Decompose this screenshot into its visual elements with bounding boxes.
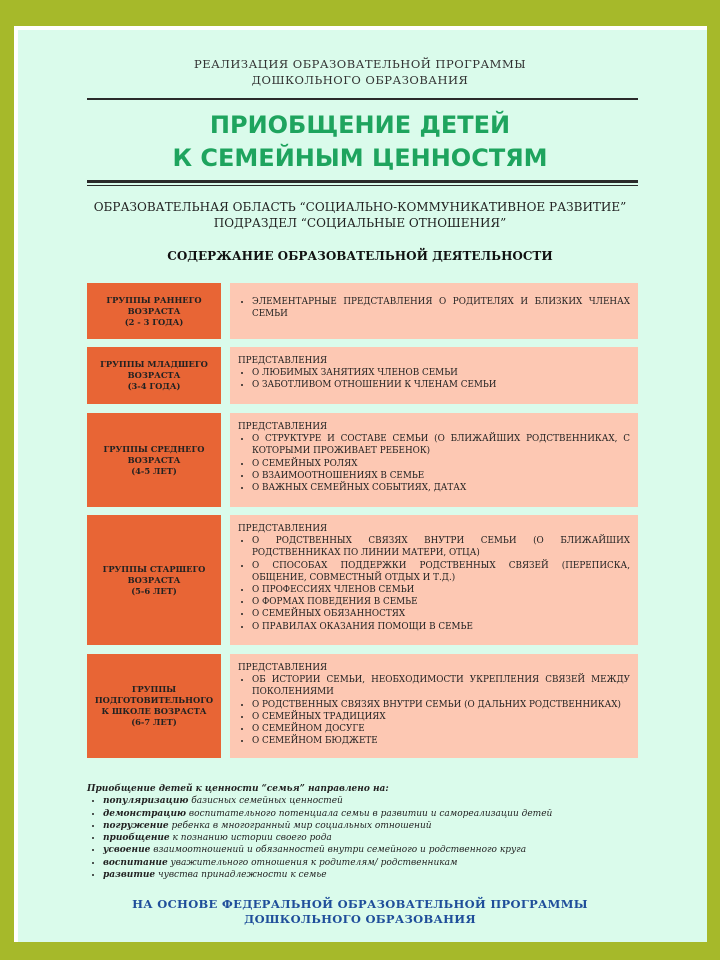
summary-term: усвоение: [103, 845, 151, 856]
summary-text: ребенка в многогранный мир социальных отношений: [171, 820, 432, 831]
age-group-content: [230, 654, 638, 758]
content-intro: ПРЕДСТАВЛЕНИЯ: [238, 356, 328, 366]
list-item: • О ЗАБОТЛИВОМ ОТНОШЕНИИ К ЧЛЕНАМ СЕМЬИ: [252, 379, 630, 391]
content-intro: ПРЕДСТАВЛЕНИЯ: [238, 524, 328, 534]
age-group-label: [87, 654, 221, 758]
content-list: [238, 296, 630, 320]
list-item: • ОБ ИСТОРИИ СЕМЬИ, НЕОБХОДИМОСТИ УКРЕПЛЕНИЯ СВЯЗЕЙ МЕЖДУ ПОКОЛЕНИЯМИ: [252, 674, 630, 698]
content-list: [238, 674, 630, 747]
summary-term: погружение: [103, 820, 169, 831]
list-item: • О СТРУКТУРЕ И СОСТАВЕ СЕМЬИ (О БЛИЖАЙШИХ РОДСТВЕННИКАХ, С КОТОРЫМИ ПРОЖИВАЕТ РЕБЕНОК): [252, 433, 630, 457]
age-group-label: [87, 283, 221, 339]
list-item: • О СПОСОБАХ ПОДДЕРЖКИ РОДСТВЕННЫХ СВЯЗЕЙ (ПЕРЕПИСКА, ОБЩЕНИЕ, СОВМЕСТНЫЙ ОТДЫХ И Т.Д.): [252, 560, 630, 584]
content-list: [238, 535, 630, 633]
age-group-content: [230, 347, 638, 404]
summary-text: чувства принадлежности к семье: [158, 870, 327, 881]
age-group-label-line: (4-5 ЛЕТ): [131, 465, 177, 476]
summary-list: [87, 795, 647, 881]
list-item: • О РОДСТВЕННЫХ СВЯЗЯХ ВНУТРИ СЕМЬИ (О ДАЛЬНИХ РОДСТВЕННИКАХ): [252, 699, 630, 711]
content-list: [238, 367, 630, 391]
page-title-line1: ПРИОБЩЕНИЕ ДЕТЕЙ: [209, 111, 511, 139]
age-group-label-line: (6-7 ЛЕТ): [131, 717, 177, 727]
summary-term: популяризацию: [103, 796, 189, 807]
summary-heading: Приобщение детей к ценности “семья” направлено на:: [87, 784, 389, 794]
summary-item: [103, 832, 647, 844]
list-item: • О СЕМЕЙНОМ БЮДЖЕТЕ: [252, 735, 630, 747]
age-group-label-line: ГРУППЫ СРЕДНЕГО: [103, 443, 205, 454]
content-intro: ПРЕДСТАВЛЕНИЯ: [238, 422, 328, 432]
list-item: • О ЛЮБИМЫХ ЗАНЯТИЯХ ЧЛЕНОВ СЕМЬИ: [252, 367, 630, 379]
age-group-content: [230, 515, 638, 645]
list-item: • О СЕМЕЙНОМ ДОСУГЕ: [252, 723, 630, 735]
top-divider: [87, 98, 638, 100]
summary-text: к познанию истории своего рода: [172, 833, 332, 844]
summary-term: развитие: [103, 870, 156, 881]
title-divider-thin: [87, 185, 638, 186]
list-item: • О РОДСТВЕННЫХ СВЯЗЯХ ВНУТРИ СЕМЬИ (О БЛИЖАЙШИХ РОДСТВЕННИКАХ ПО ЛИНИИ МАТЕРИ, ОТЦА): [252, 535, 630, 559]
summary-term: демонстрацию: [103, 808, 187, 819]
age-group-content: [230, 413, 638, 507]
age-group-label-line: (2 - 3 ГОДА): [124, 316, 184, 327]
program-header-line2: ДОШКОЛЬНОГО ОБРАЗОВАНИЯ: [251, 73, 469, 87]
footer: [0, 897, 720, 927]
age-group-label-line: ПОДГОТОВИТЕЛЬНОГО: [94, 695, 214, 705]
summary-term: приобщение: [103, 833, 170, 844]
age-group-label-line: ВОЗРАСТА: [127, 454, 181, 465]
summary-block: [87, 783, 647, 881]
list-item: • О ВЗАИМООТНОШЕНИЯХ В СЕМЬЕ: [252, 470, 630, 482]
content-list: [238, 433, 630, 494]
age-group-label: [87, 347, 221, 404]
educational-area-line2: ПОДРАЗДЕЛ “СОЦИАЛЬНЫЕ ОТНОШЕНИЯ”: [213, 216, 507, 230]
list-item: • О СЕМЕЙНЫХ ОБЯЗАННОСТЯХ: [252, 608, 630, 620]
list-item: • О ВАЖНЫХ СЕМЕЙНЫХ СОБЫТИЯХ, ДАТАХ: [252, 482, 630, 494]
page-title-line2: К СЕМЕЙНЫМ ЦЕННОСТЯМ: [172, 144, 548, 172]
age-group-label-line: ВОЗРАСТА: [127, 305, 181, 316]
program-header-line1: РЕАЛИЗАЦИЯ ОБРАЗОВАТЕЛЬНОЙ ПРОГРАММЫ: [193, 57, 527, 71]
summary-item: [103, 844, 647, 856]
summary-item: [103, 857, 647, 869]
list-item: • О СЕМЕЙНЫХ ТРАДИЦИЯХ: [252, 711, 630, 723]
educational-area: [0, 199, 720, 231]
age-group-content: [230, 283, 638, 339]
title-divider-thick: [87, 180, 638, 183]
age-group-label-line: (3-4 ГОДА): [127, 381, 181, 391]
list-item: • О ФОРМАХ ПОВЕДЕНИЯ В СЕМЬЕ: [252, 596, 630, 608]
summary-item: [103, 820, 647, 832]
educational-area-line1: ОБРАЗОВАТЕЛЬНАЯ ОБЛАСТЬ “СОЦИАЛЬНО-КОММУНИКАТИВНОЕ РАЗВИТИЕ”: [93, 200, 627, 214]
list-item: • О ПРОФЕССИЯХ ЧЛЕНОВ СЕМЬИ: [252, 584, 630, 596]
summary-item: [103, 869, 647, 881]
age-group-label-line: ГРУППЫ РАННЕГО: [106, 294, 202, 305]
program-header: [0, 56, 720, 88]
summary-text: уважительного отношения к родителям/ родственникам: [170, 857, 458, 868]
age-group-label-line: ВОЗРАСТА: [127, 574, 181, 585]
footer-line2: ДОШКОЛЬНОГО ОБРАЗОВАНИЯ: [244, 912, 476, 926]
page-title: [0, 109, 720, 175]
section-title: СОДЕРЖАНИЕ ОБРАЗОВАТЕЛЬНОЙ ДЕЯТЕЛЬНОСТИ: [167, 249, 553, 263]
content-intro: ПРЕДСТАВЛЕНИЯ: [238, 663, 328, 673]
summary-item: [103, 808, 647, 820]
summary-item: [103, 795, 647, 807]
age-group-label-line: ГРУППЫ МЛАДШЕГО: [100, 359, 208, 369]
list-item: • О СЕМЕЙНЫХ РОЛЯХ: [252, 458, 630, 470]
age-group-label-line: (5-6 ЛЕТ): [131, 585, 177, 596]
list-item: • О ПРАВИЛАХ ОКАЗАНИЯ ПОМОЩИ В СЕМЬЕ: [252, 621, 630, 633]
age-group-label-line: ГРУППЫ: [131, 684, 177, 694]
footer-line1: НА ОСНОВЕ ФЕДЕРАЛЬНОЙ ОБРАЗОВАТЕЛЬНОЙ ПРОГРАММЫ: [132, 897, 588, 911]
summary-text: взаимоотношений и обязанностей внутри семейного и родственного круга: [153, 845, 527, 856]
summary-text: воспитательного потенциала семьи в развитии и самореализации детей: [188, 808, 553, 819]
age-group-label-line: ВОЗРАСТА: [127, 370, 181, 380]
summary-text: базисных семейных ценностей: [191, 796, 343, 807]
age-group-label-line: ГРУППЫ СТАРШЕГО: [102, 563, 206, 574]
list-item: • ЭЛЕМЕНТАРНЫЕ ПРЕДСТАВЛЕНИЯ О РОДИТЕЛЯХ И БЛИЗКИХ ЧЛЕНАХ СЕМЬИ: [252, 296, 630, 320]
summary-term: воспитание: [103, 857, 168, 868]
age-group-label: [87, 413, 221, 507]
age-group-label: [87, 515, 221, 645]
age-group-label-line: К ШКОЛЕ ВОЗРАСТА: [101, 706, 207, 716]
